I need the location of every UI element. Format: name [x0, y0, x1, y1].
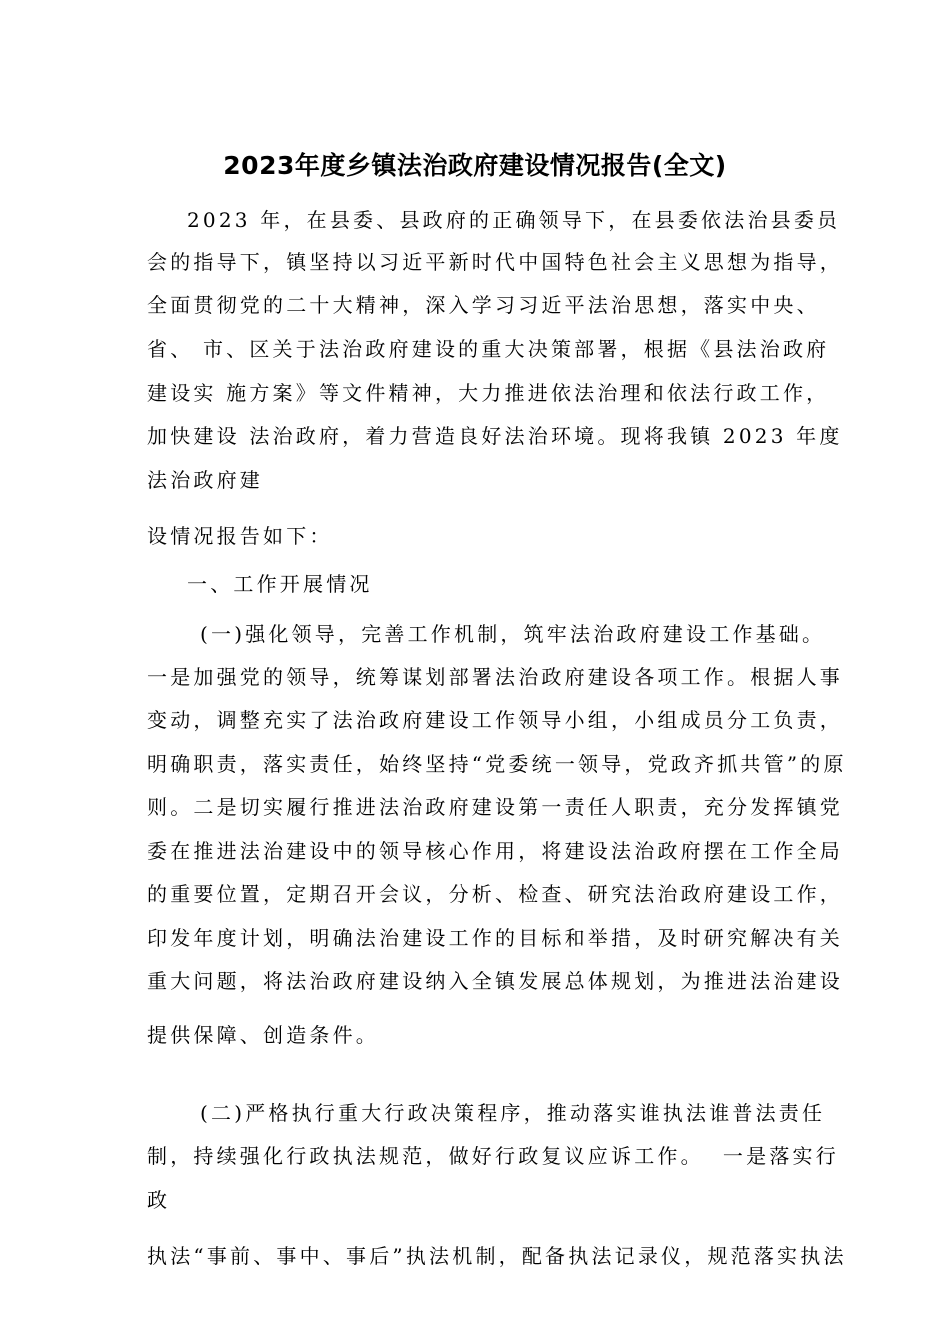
- paragraph-line: 政: [147, 1188, 171, 1212]
- paragraph-line: 省、 市、区关于法治政府建设的重大决策部署，根据《县法治政府: [147, 337, 830, 361]
- paragraph-line: 全面贯彻党的二十大精神，深入学习习近平法治思想，落实中央、: [147, 293, 820, 317]
- paragraph-line: 提供保障、创造条件。: [147, 1023, 379, 1047]
- subsection-heading: (二)严格执行重大行政决策程序，推动落实谁执法谁普法责任: [200, 1101, 826, 1125]
- paragraph-line: 设情况报告如下：: [147, 524, 333, 548]
- paragraph-line: 2023 年，在县委、县政府的正确领导下，在县委依法治县委员: [187, 208, 841, 232]
- paragraph-line: 变动，调整充实了法治政府建设工作领导小组，小组成员分工负责，: [147, 708, 843, 732]
- paragraph-line: 印发年度计划，明确法治建设工作的目标和举措，及时研究解决有关: [147, 926, 843, 950]
- paragraph-line: 委在推进法治建设中的领导核心作用，将建设法治政府摆在工作全局: [147, 839, 843, 863]
- paragraph-line: 明确职责，落实责任，始终坚持“党委统一领导，党政齐抓共管”的原: [147, 752, 847, 776]
- paragraph-line: 制，持续强化行政执法规范，做好行政复议应诉工作。 一是落实行: [147, 1144, 839, 1168]
- paragraph-line: 建设实 施方案》等文件精神，大力推进依法治理和依法行政工作，: [147, 381, 830, 405]
- paragraph-line: 重大问题，将法治政府建设纳入全镇发展总体规划，为推进法治建设: [147, 969, 843, 993]
- paragraph-line: 法治政府建: [147, 468, 263, 492]
- subsection-heading: (一)强化领导，完善工作机制，筑牢法治政府建设工作基础。: [200, 622, 826, 646]
- paragraph-line: 执法“事前、事中、事后”执法机制，配备执法记录仪，规范落实执法: [147, 1244, 847, 1268]
- paragraph-line: 的重要位置，定期召开会议，分析、检查、研究法治政府建设工作，: [147, 882, 843, 906]
- paragraph-line: 则。二是切实履行推进法治政府建设第一责任人职责，充分发挥镇党: [147, 795, 843, 819]
- section-heading: 一、工作开展情况: [187, 572, 373, 596]
- document-title: 2023年度乡镇法治政府建设情况报告(全文): [223, 151, 727, 180]
- paragraph-line: 一是加强党的领导，统筹谋划部署法治政府建设各项工作。根据人事: [147, 665, 843, 689]
- paragraph-line: 会的指导下，镇坚持以习近平新时代中国特色社会主义思想为指导，: [147, 250, 843, 274]
- paragraph-line: 加快建设 法治政府，着力营造良好法治环境。现将我镇 2023 年度: [147, 424, 843, 448]
